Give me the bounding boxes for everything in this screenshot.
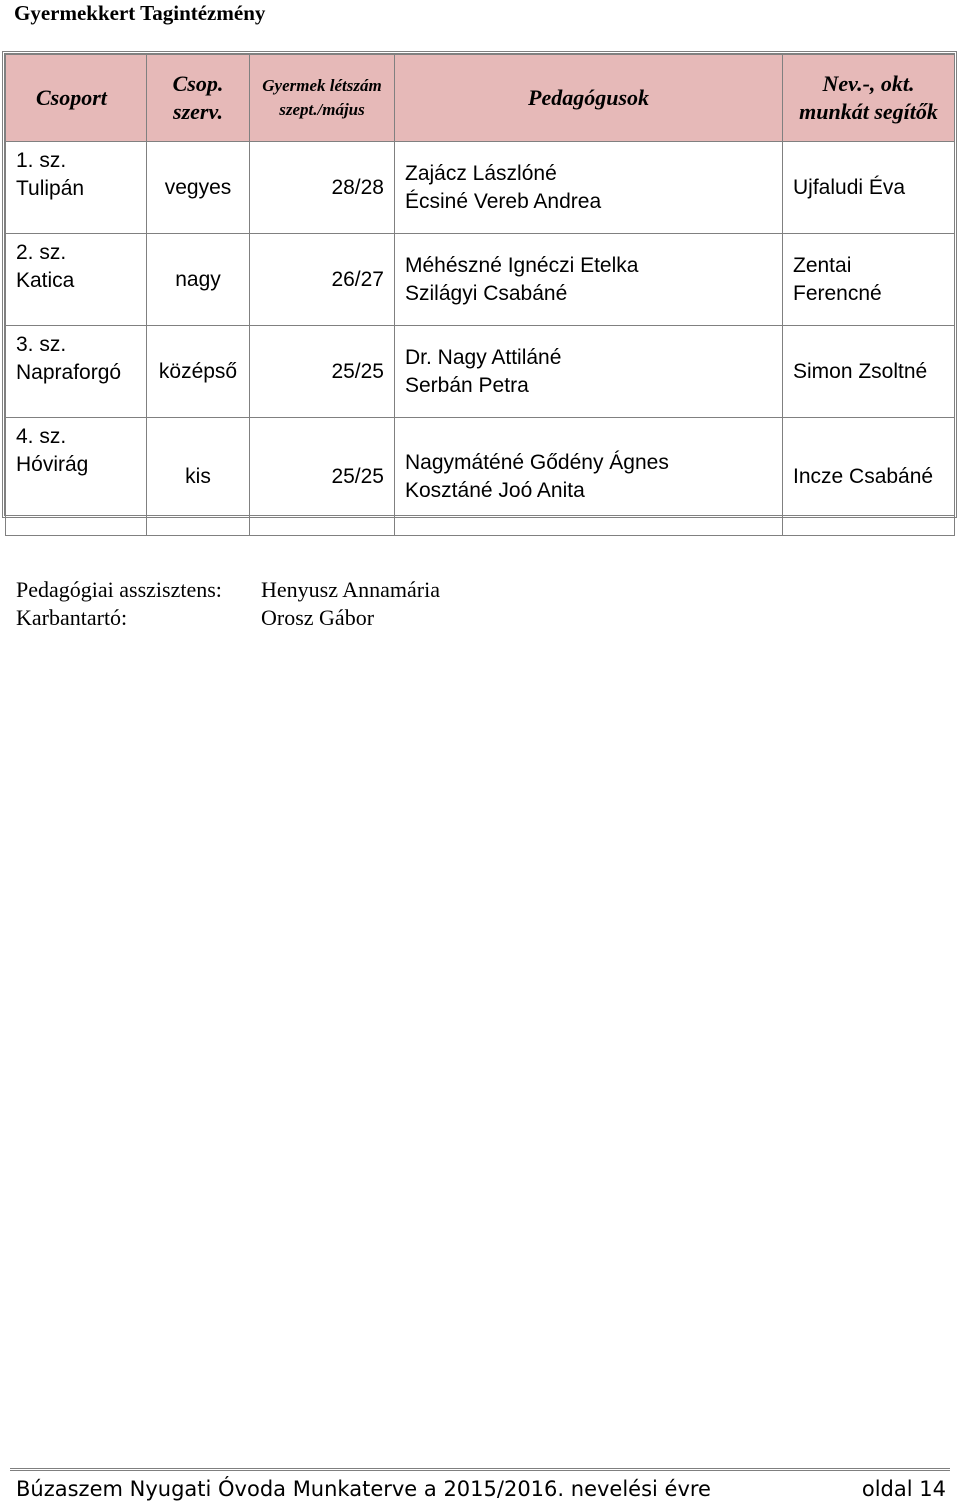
teacher-name: Serbán Petra <box>405 373 529 397</box>
header-group: Csoport <box>6 55 147 142</box>
staff-name: Orosz Gábor <box>261 605 375 630</box>
count-cell: 25/25 <box>250 418 395 536</box>
assistant-cell <box>783 234 955 326</box>
teacher-name: Dr. Nagy Attiláné <box>405 345 562 369</box>
count-cell: 25/25 <box>250 326 395 418</box>
assistant-cell: Incze Csabáné <box>783 418 955 536</box>
teacher-name: Nagymáténé Gődény Ágnes <box>405 450 669 474</box>
type-cell: vegyes <box>147 142 250 234</box>
assistant-name: Zentai Ferencné <box>793 253 882 305</box>
staff-row <box>16 604 440 632</box>
type-cell: középső <box>147 326 250 418</box>
header-group-type: Csop. szerv. <box>147 55 250 142</box>
teacher-name: Écsiné Vereb Andrea <box>405 189 602 213</box>
teacher-name: Kosztáné Joó Anita <box>405 478 585 502</box>
group-name: Hóvirág <box>16 453 89 476</box>
table-row <box>6 142 955 234</box>
group-name: Napraforgó <box>16 361 122 384</box>
page-number: oldal 14 <box>861 1477 946 1501</box>
assistant-cell: Ujfaludi Éva <box>783 142 955 234</box>
group-name: Tulipán <box>16 177 85 200</box>
type-cell: kis <box>147 418 250 536</box>
teacher-name: Szilágyi Csabáné <box>405 281 568 305</box>
groups-table <box>2 51 957 518</box>
group-name: Katica <box>16 269 75 292</box>
type-cell: nagy <box>147 234 250 326</box>
table-header-row <box>6 55 955 142</box>
group-cell <box>6 142 147 234</box>
group-number: 4. sz. <box>16 425 67 448</box>
group-cell <box>6 234 147 326</box>
teachers-cell <box>395 326 783 418</box>
group-number: 3. sz. <box>16 333 67 356</box>
footer-text: Búzaszem Nyugati Óvoda Munkaterve a 2015/2016. nevelési évre <box>16 1477 711 1501</box>
footer-divider <box>10 1468 950 1471</box>
teachers-cell <box>395 418 783 536</box>
staff-role: Pedagógiai asszisztens: <box>16 577 222 602</box>
teachers-cell <box>395 234 783 326</box>
count-cell: 26/27 <box>250 234 395 326</box>
table-row <box>6 326 955 418</box>
teacher-name: Méhészné Ignéczi Etelka <box>405 253 639 277</box>
group-number: 1. sz. <box>16 149 67 172</box>
table-row <box>6 418 955 536</box>
group-cell <box>6 418 147 536</box>
page-footer <box>16 1475 946 1503</box>
page-title: Gyermekkert Tagintézmény <box>14 1 266 25</box>
header-assistants: Nev.-, okt. munkát segítők <box>783 55 955 142</box>
staff-list <box>16 576 440 632</box>
header-children: Gyermek létszám szept./május <box>250 55 395 142</box>
staff-role: Karbantartó: <box>16 605 128 630</box>
group-cell <box>6 326 147 418</box>
count-cell: 28/28 <box>250 142 395 234</box>
header-teachers: Pedagógusok <box>395 55 783 142</box>
assistant-cell: Simon Zsoltné <box>783 326 955 418</box>
group-number: 2. sz. <box>16 241 67 264</box>
teachers-cell <box>395 142 783 234</box>
teacher-name: Zajácz Lászlóné <box>405 161 557 185</box>
staff-name: Henyusz Annamária <box>261 577 440 602</box>
staff-row <box>16 576 440 604</box>
table-row <box>6 234 955 326</box>
